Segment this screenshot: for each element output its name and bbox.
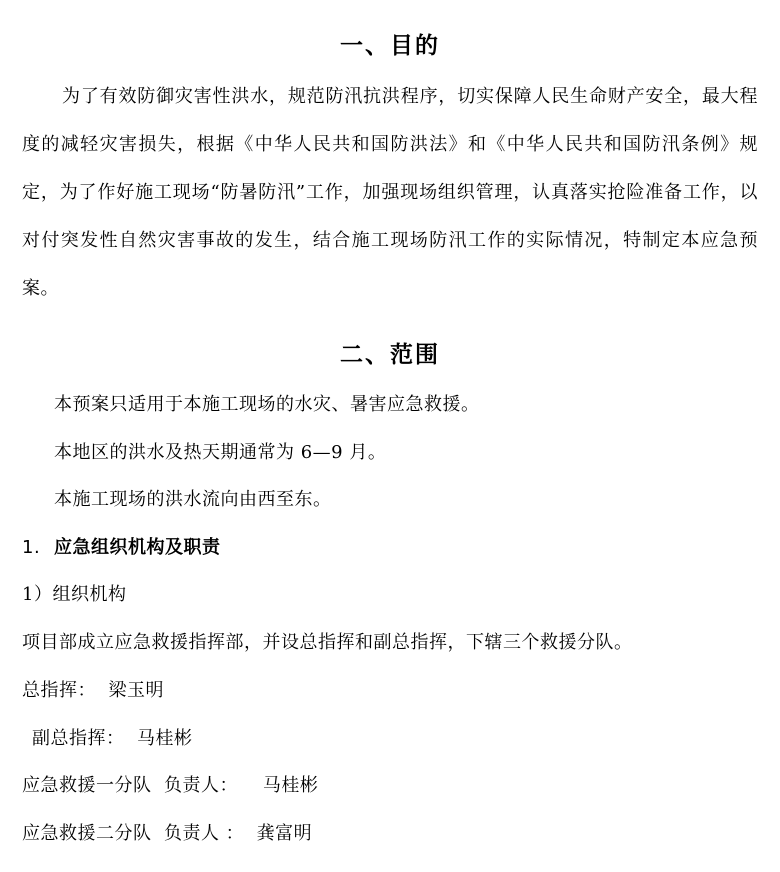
team1-line: 应急救援一分队 负责人： 马桂彬 [22, 775, 319, 796]
item-title: 应急组织机构及职责 [54, 537, 221, 558]
section-heading-scope: 二、范围 [340, 342, 440, 368]
scope-line-flood-season: 本地区的洪水及热天期通常为 6—9 月。 [54, 442, 387, 463]
purpose-paragraph: 为了有效防御灾害性洪水，规范防汛抗洪程序，切实保障人民生命财产安全，最大程度的减轻灾害损失，根据《中华人民共和国防洪法》和《中华人民共和国防汛条例》规定，为了作好施工现场“防暑防汛”工作，加强现场组织管理，认真落实抢险准备工作，以对付突发性自然灾害事故的发生，结合施工现场防汛工作的实际情况，特制定本应急预案。 [22, 86, 758, 299]
commander-line: 总指挥： 梁玉明 [22, 680, 164, 701]
item-number: 1. [22, 537, 41, 558]
scope-line-applicability: 本预案只适用于本施工现场的水灾、暑害应急救援。 [54, 394, 480, 415]
structure-intro: 项目部成立应急救援指挥部，并设总指挥和副总指挥，下辖三个救援分队。 [22, 632, 633, 653]
team2-line: 应急救援二分队 负责人 ： 龚富明 [22, 823, 313, 844]
scope-line-flow-direction: 本施工现场的洪水流向由西至东。 [54, 489, 332, 510]
deputy-commander-line: 副总指挥： 马桂彬 [32, 728, 193, 749]
item-heading-organization [22, 535, 221, 561]
section-heading-purpose: 一、目的 [340, 33, 440, 59]
sub-heading-structure: 1）组织机构 [22, 584, 127, 605]
